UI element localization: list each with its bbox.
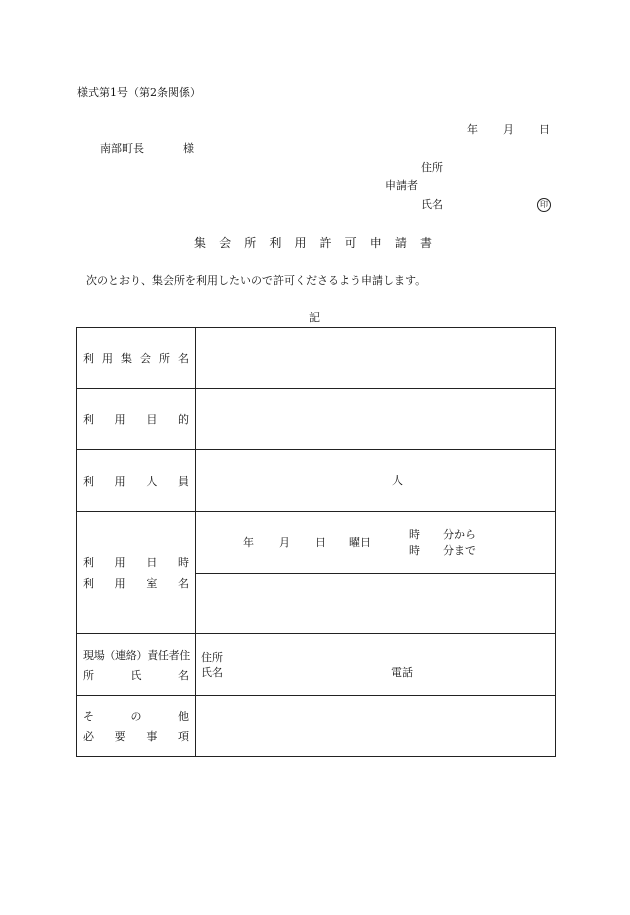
document-title [194,237,432,249]
dt-min-to: 分まで [443,544,476,557]
title-char: 許 [319,236,332,250]
label-char: 氏 [130,668,142,682]
label-char: 用 [102,352,113,365]
dt-weekday: 曜日 [349,536,371,549]
application-table [76,327,556,757]
label-char: 名 [178,668,189,682]
applicant-label: 申請者 [385,179,418,192]
date-month: 月 [503,123,514,136]
dt-day: 日 [315,536,326,549]
addressee-name: 南部町長 [100,142,144,155]
label-char: 員 [177,474,189,488]
room-value-cell[interactable] [196,574,556,634]
date-day: 日 [539,123,550,136]
label-char: 要 [114,730,126,743]
title-char: 用 [294,236,307,250]
facility-value-cell[interactable] [196,328,556,389]
label-char: 他 [178,710,189,723]
title-char: 集 [194,236,207,250]
manager-label-line-2 [83,667,189,683]
people-value-wrap [196,450,555,511]
label-char: 利 [83,474,94,488]
label-char: 集 [121,352,132,365]
other-row [77,696,556,757]
form-number: 様式第1号（第2条関係） [77,86,201,99]
manager-name-label: 氏名 [201,666,223,679]
label-char: 用 [114,577,126,590]
dt-hour-from: 時 [409,528,420,541]
title-char: 書 [419,236,432,250]
applicant-address-label: 住所 [421,161,443,174]
dt-min-from: 分から [443,528,476,541]
label-char: 所 [159,352,170,365]
purpose-label-cell [77,389,196,450]
label-char: 会 [140,352,151,365]
manager-label-cell [77,634,196,696]
label-char: 利 [83,413,94,426]
dt-year: 年 [243,536,254,549]
intro-text: 次のとおり、集会所を利用したいので許可くださるよう申請します。 [86,274,427,287]
label-char: 項 [177,730,189,743]
datetime-value-wrap [196,512,555,573]
label-char: 名 [177,577,189,590]
datetime-label-line-1 [83,554,189,570]
title-char: 可 [344,236,357,250]
title-char: 請 [394,236,407,250]
label-char: 室 [146,577,158,590]
people-label-cell [77,450,196,512]
label-char: 事 [146,730,158,743]
label-char: 用 [114,474,126,488]
manager-label [77,647,195,683]
addressee-honorific: 様 [183,142,194,155]
datetime-label [77,554,195,591]
manager-value-wrap [196,634,555,695]
label-char: 目 [146,413,158,426]
label-char: 名 [178,352,189,365]
label-char: 利 [83,577,94,590]
label-char: 必 [83,730,94,743]
purpose-row [77,389,556,450]
title-char: 申 [369,236,382,250]
other-value-cell[interactable] [196,696,556,757]
people-value-cell[interactable] [196,450,556,512]
title-char: 所 [244,236,257,250]
label-char: 時 [177,556,189,569]
label-char: 所 [83,668,94,682]
other-label-line-2 [83,728,189,744]
datetime-row [77,512,556,574]
label-char: そ [83,710,94,723]
date-year: 年 [467,123,478,136]
facility-label [77,350,195,366]
facility-row [77,328,556,389]
label-char: 人 [146,474,158,488]
dt-month: 月 [279,536,290,549]
manager-value-cell[interactable] [196,634,556,696]
datetime-label-cell [77,512,196,634]
other-label [77,708,195,744]
datetime-label-line-2 [83,575,189,591]
datetime-value-cell[interactable] [196,512,556,574]
other-label-cell [77,696,196,757]
label-char: 的 [177,413,189,426]
manager-address-label: 住所 [201,651,223,664]
manager-phone-label: 電話 [391,666,413,679]
title-char: 利 [269,236,282,250]
label-char: 用 [114,556,126,569]
manager-row [77,634,556,696]
dt-hour-to: 時 [409,544,420,557]
title-char: 会 [219,236,232,250]
ki-heading: 記 [309,311,320,324]
label-char: の [130,710,142,723]
label-char: 利 [83,352,94,365]
people-unit: 人 [392,474,403,487]
purpose-label [77,411,195,427]
seal-mark: 印 [537,198,551,212]
label-char: 日 [146,556,158,569]
people-label [77,473,195,489]
applicant-name-label: 氏名 [421,198,443,211]
manager-label-line-1: 現場（連絡）責任者住 [83,648,190,662]
facility-label-cell [77,328,196,389]
label-char: 利 [83,556,94,569]
label-char: 用 [114,413,126,426]
people-row [77,450,556,512]
other-label-line-1 [83,708,189,724]
purpose-value-cell[interactable] [196,389,556,450]
